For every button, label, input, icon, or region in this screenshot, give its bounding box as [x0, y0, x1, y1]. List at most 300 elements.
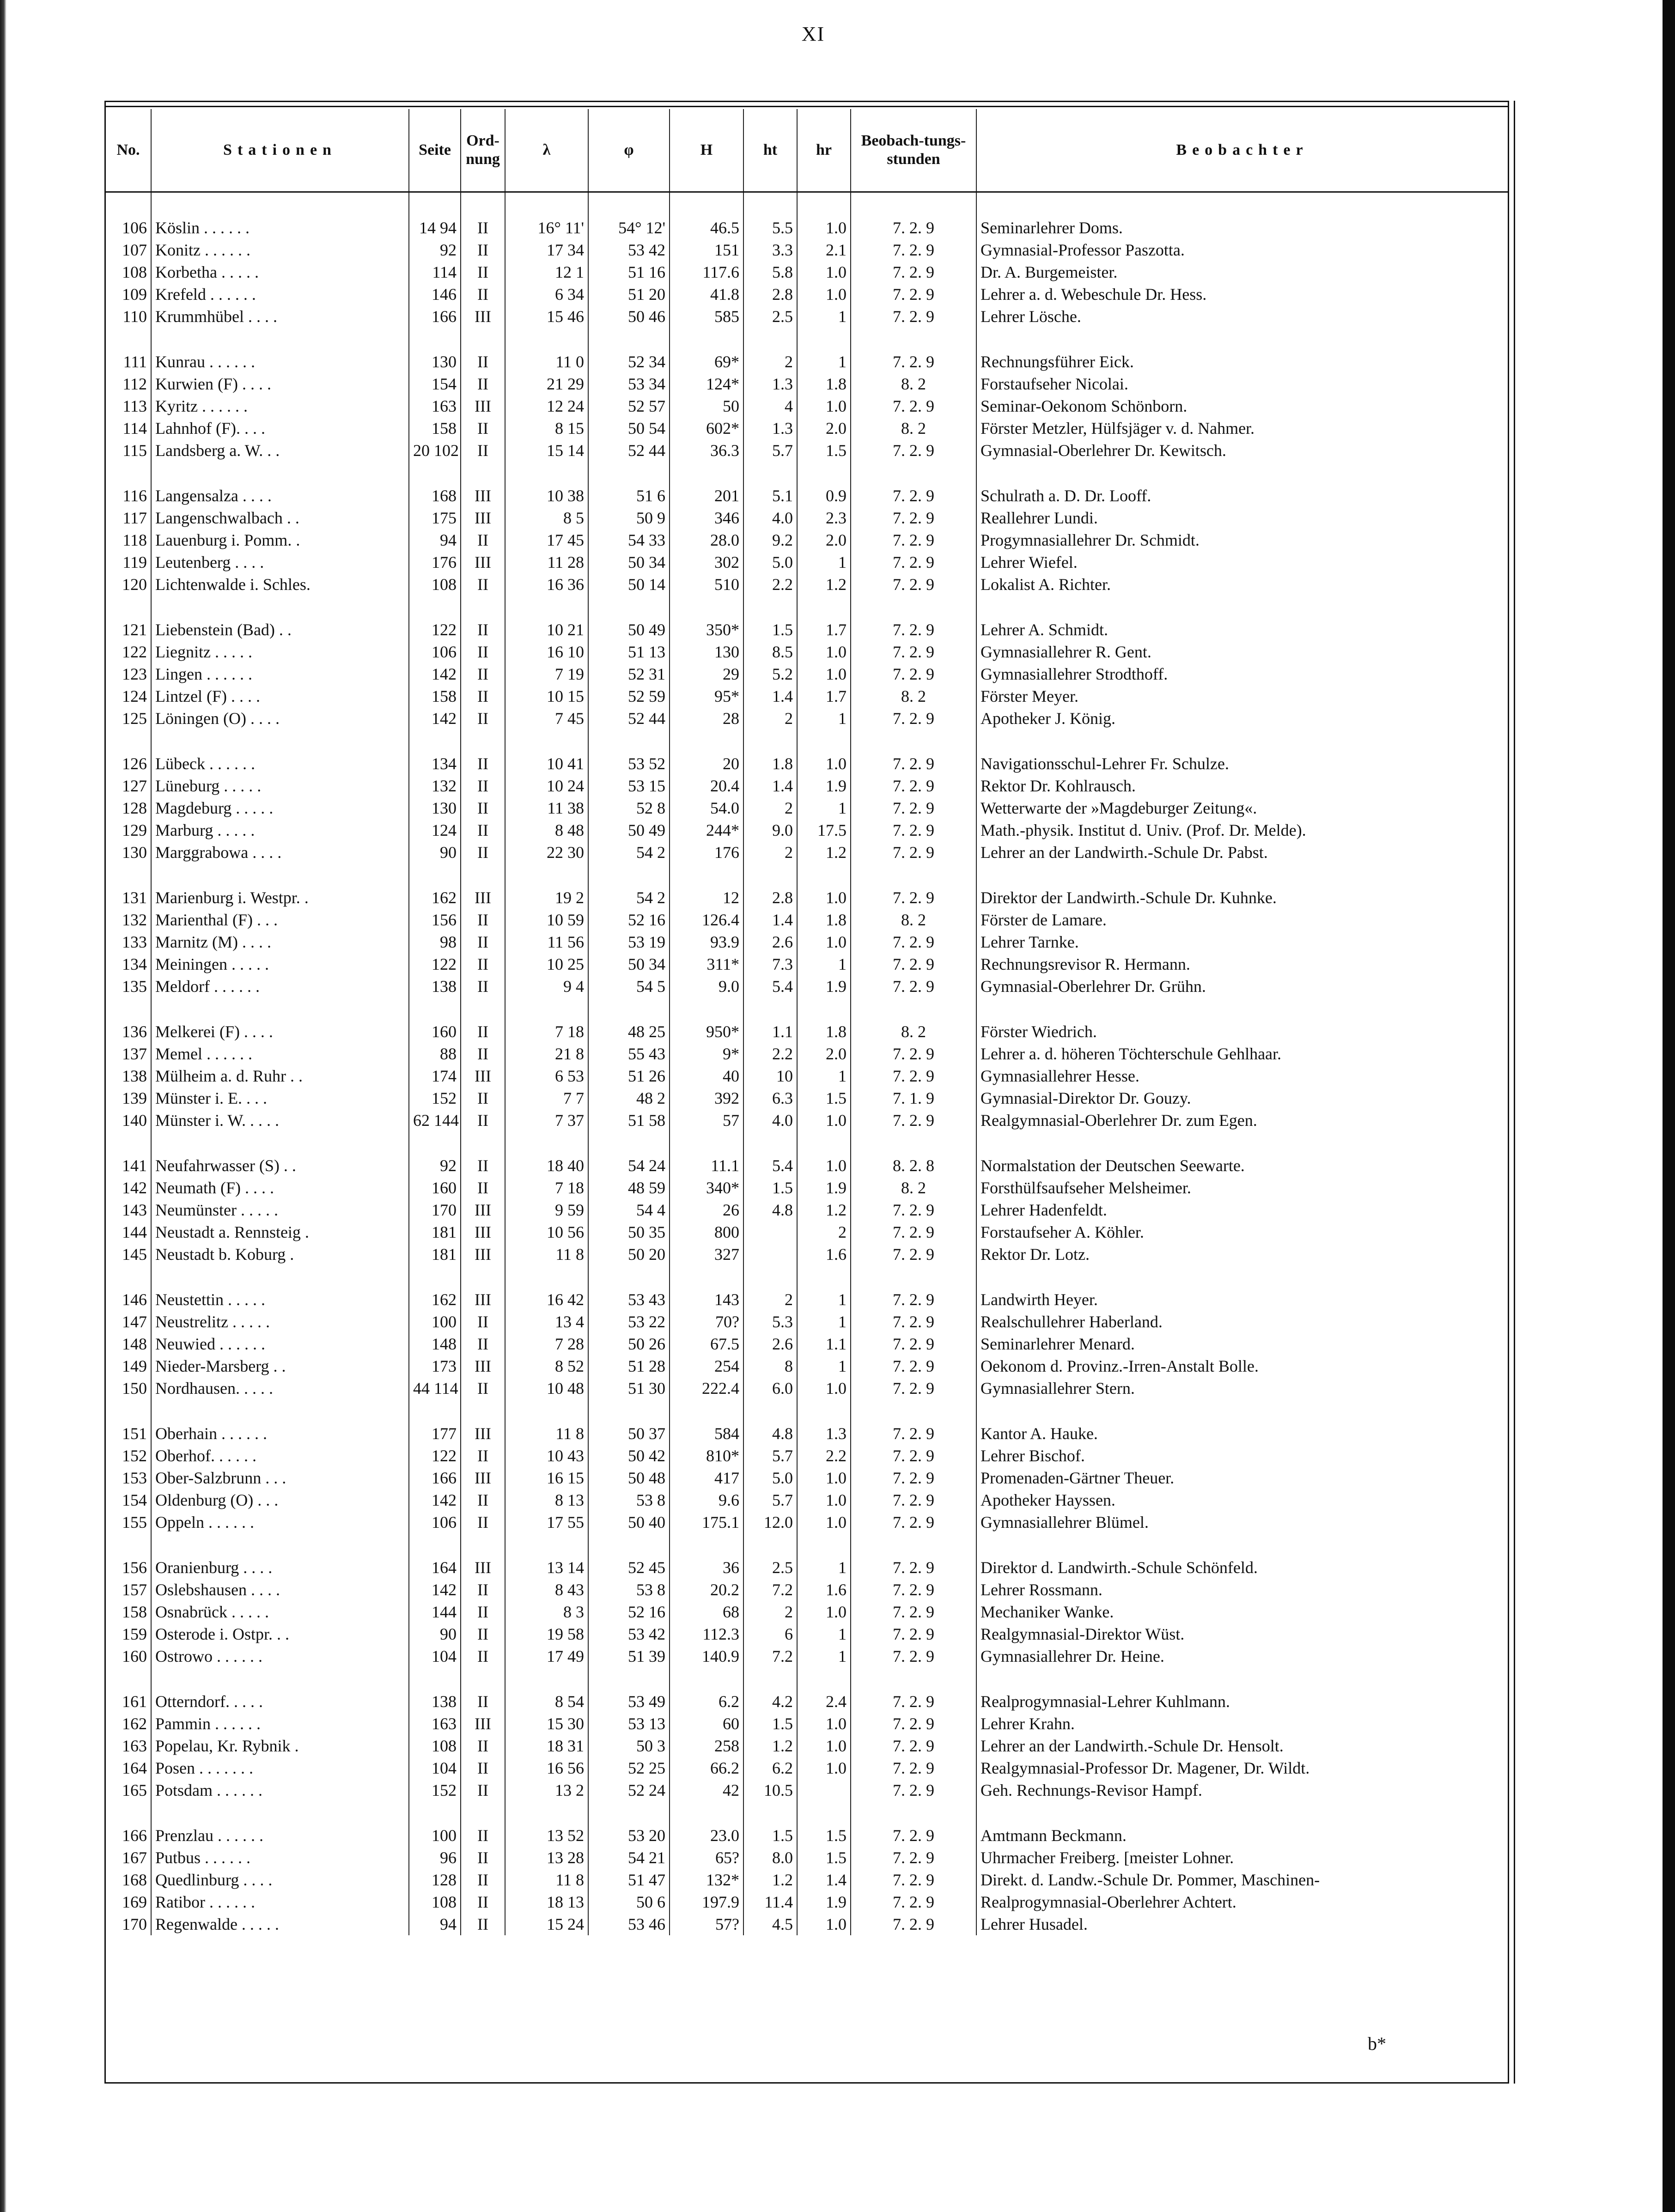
cell-observer: Realgymnasial-Direktor Wüst. — [976, 1623, 1508, 1645]
cell-ht: 1.3 — [743, 373, 797, 395]
cell-phi: 53 43 — [588, 1288, 670, 1311]
cell-lambda: 11 8 — [505, 1869, 588, 1891]
spacer-cell — [851, 1801, 976, 1824]
cell-ht: 2 — [743, 707, 797, 729]
cell-observer: Lehrer Husadel. — [976, 1913, 1508, 1935]
spacer-cell — [106, 596, 151, 619]
cell-no: 169 — [122, 1893, 147, 1911]
cell-station: Neustadt b. Koburg . — [151, 1243, 409, 1265]
table-row — [106, 1065, 1508, 1087]
cell-lambda: 16° 11' — [505, 217, 588, 239]
cell-station: Neumünster . . . . . — [151, 1199, 409, 1221]
cell-station: Otterndorf. . . . . — [151, 1690, 409, 1713]
cell-h: 151 — [670, 239, 743, 261]
cell-ordnung: III — [461, 507, 505, 529]
cell-ordnung: III — [461, 1243, 505, 1265]
spacer-cell — [797, 328, 851, 351]
table-row — [106, 1623, 1508, 1645]
cell-no: 122 — [122, 643, 147, 661]
cell-phi: 54 24 — [588, 1155, 670, 1177]
cell-phi: 50 26 — [588, 1333, 670, 1355]
cell-station: Oslebshausen . . . . — [151, 1579, 409, 1601]
cell-ordnung: III — [461, 485, 505, 507]
spacer-cell — [151, 997, 409, 1021]
cell-observer: Realschullehrer Haberland. — [976, 1311, 1508, 1333]
spacer-cell — [797, 192, 851, 217]
signature-mark: b* — [1368, 2033, 1386, 2054]
spacer-cell — [505, 1667, 588, 1690]
cell-hours: 8. 2 — [851, 685, 976, 707]
cell-h: 510 — [670, 573, 743, 596]
cell-h: 28 — [670, 707, 743, 729]
table-row — [106, 1155, 1508, 1177]
cell-ordnung: II — [461, 931, 505, 953]
cell-phi: 52 44 — [588, 707, 670, 729]
cell-ordnung: II — [461, 261, 505, 283]
spacer-cell — [106, 462, 151, 485]
cell-ht: 10 — [743, 1065, 797, 1087]
cell-no: 112 — [122, 375, 147, 393]
header-beobachter: Beobachter — [976, 109, 1508, 192]
spacer-cell — [743, 192, 797, 217]
cell-ht: 5.7 — [743, 1489, 797, 1511]
spacer-cell — [588, 462, 670, 485]
cell-h: 417 — [670, 1467, 743, 1489]
cell-station: Kyritz . . . . . . — [151, 395, 409, 417]
cell-ht: 1.5 — [743, 1713, 797, 1735]
cell-ht: 2 — [743, 1601, 797, 1623]
cell-h: 302 — [670, 551, 743, 573]
cell-seite: 144 — [409, 1601, 461, 1623]
cell-h: 36.3 — [670, 439, 743, 462]
cell-seite: 156 — [409, 909, 461, 931]
cell-ht: 3.3 — [743, 239, 797, 261]
cell-observer: Direktor der Landwirth.-Schule Dr. Kuhnke. — [976, 887, 1508, 909]
spacer-cell — [106, 1667, 151, 1690]
spacer-cell — [670, 192, 743, 217]
cell-h: 244* — [670, 819, 743, 841]
table-row — [106, 239, 1508, 261]
cell-lambda: 8 13 — [505, 1489, 588, 1511]
cell-station: Regenwalde . . . . . — [151, 1913, 409, 1935]
cell-ordnung: II — [461, 1735, 505, 1757]
cell-phi: 53 49 — [588, 1690, 670, 1713]
header-stationen: Stationen — [151, 109, 409, 192]
cell-h: 46.5 — [670, 217, 743, 239]
cell-hr: 2.0 — [797, 529, 851, 551]
cell-lambda: 15 24 — [505, 1913, 588, 1935]
cell-phi: 51 20 — [588, 283, 670, 305]
spacer-cell — [505, 1533, 588, 1556]
cell-observer: Progymnasiallehrer Dr. Schmidt. — [976, 529, 1508, 551]
cell-no: 154 — [122, 1491, 147, 1509]
cell-hr: 1 — [797, 305, 851, 328]
spacer-cell — [588, 1667, 670, 1690]
cell-observer: Lehrer a. d. höheren Töchterschule Gehlhaar. — [976, 1043, 1508, 1065]
spacer-cell — [797, 1533, 851, 1556]
cell-ht: 5.0 — [743, 551, 797, 573]
header-seite: Seite — [409, 109, 461, 192]
cell-ordnung: II — [461, 775, 505, 797]
cell-hr: 1 — [797, 1311, 851, 1333]
cell-phi: 52 16 — [588, 909, 670, 931]
cell-no: 141 — [122, 1156, 147, 1175]
cell-hours: 7. 2. 9 — [851, 395, 976, 417]
spacer-cell — [409, 328, 461, 351]
cell-observer: Lehrer Hadenfeldt. — [976, 1199, 1508, 1221]
cell-h: 65? — [670, 1847, 743, 1869]
cell-ordnung: II — [461, 1043, 505, 1065]
cell-station: Marienthal (F) . . . — [151, 909, 409, 931]
cell-hr: 1.2 — [797, 1199, 851, 1221]
cell-station: Quedlinburg . . . . — [151, 1869, 409, 1891]
cell-seite: 138 — [409, 1690, 461, 1713]
cell-h: 175.1 — [670, 1511, 743, 1533]
table-row — [106, 797, 1508, 819]
spacer-cell — [505, 863, 588, 887]
cell-ordnung: III — [461, 1199, 505, 1221]
cell-hr: 1 — [797, 1623, 851, 1645]
cell-seite: 108 — [409, 1735, 461, 1757]
cell-ht: 2 — [743, 841, 797, 863]
cell-phi: 53 46 — [588, 1913, 670, 1935]
cell-ht: 4.8 — [743, 1422, 797, 1445]
cell-ordnung: II — [461, 909, 505, 931]
cell-h: 311* — [670, 953, 743, 975]
cell-hr: 1.0 — [797, 217, 851, 239]
cell-ordnung: II — [461, 1891, 505, 1913]
cell-station: Liebenstein (Bad) . . — [151, 619, 409, 641]
cell-hr: 1 — [797, 1556, 851, 1579]
cell-hr: 1.9 — [797, 1891, 851, 1913]
cell-hours: 7. 2. 9 — [851, 1355, 976, 1377]
cell-hours: 7. 2. 9 — [851, 1601, 976, 1623]
cell-observer: Lehrer an der Landwirth.-Schule Dr. Pabst. — [976, 841, 1508, 863]
cell-phi: 53 13 — [588, 1713, 670, 1735]
spacer-cell — [505, 192, 588, 217]
spacer-cell — [409, 1265, 461, 1288]
spacer-cell — [743, 863, 797, 887]
spacer-cell — [106, 1399, 151, 1422]
cell-lambda: 16 15 — [505, 1467, 588, 1489]
table-row — [106, 641, 1508, 663]
cell-hr: 1.2 — [797, 841, 851, 863]
cell-station: Konitz . . . . . . — [151, 239, 409, 261]
cell-h: 130 — [670, 641, 743, 663]
cell-ordnung: III — [461, 395, 505, 417]
cell-phi: 50 14 — [588, 573, 670, 596]
cell-station: Meldorf . . . . . . — [151, 975, 409, 997]
group-spacer — [106, 462, 1508, 485]
cell-ordnung: II — [461, 351, 505, 373]
cell-hr: 1.9 — [797, 775, 851, 797]
cell-lambda: 10 56 — [505, 1221, 588, 1243]
cell-station: Krummhübel . . . . — [151, 305, 409, 328]
cell-hr: 2.4 — [797, 1690, 851, 1713]
table-row — [106, 217, 1508, 239]
spacer-cell — [743, 997, 797, 1021]
cell-no: 165 — [122, 1781, 147, 1799]
cell-phi: 50 9 — [588, 507, 670, 529]
table-row — [106, 1288, 1508, 1311]
cell-station: Kunrau . . . . . . — [151, 351, 409, 373]
cell-hr: 1.0 — [797, 1489, 851, 1511]
table-row — [106, 551, 1508, 573]
cell-hours: 7. 2. 9 — [851, 1847, 976, 1869]
spacer-cell — [409, 1131, 461, 1155]
cell-hours: 7. 2. 9 — [851, 1109, 976, 1131]
cell-observer: Gymnasiallehrer Strodthoff. — [976, 663, 1508, 685]
cell-h: 20.4 — [670, 775, 743, 797]
cell-ht: 4.5 — [743, 1913, 797, 1935]
cell-lambda: 10 25 — [505, 953, 588, 975]
group-spacer — [106, 1399, 1508, 1422]
spacer-cell — [505, 1265, 588, 1288]
cell-no: 168 — [122, 1871, 147, 1889]
cell-seite: 122 — [409, 953, 461, 975]
cell-hr: 1.0 — [797, 663, 851, 685]
cell-phi: 52 16 — [588, 1601, 670, 1623]
cell-seite: 163 — [409, 1713, 461, 1735]
cell-observer: Navigationsschul-Lehrer Fr. Schulze. — [976, 753, 1508, 775]
cell-observer: Lehrer Rossmann. — [976, 1579, 1508, 1601]
cell-no: 161 — [122, 1692, 147, 1711]
cell-hr: 1.2 — [797, 573, 851, 596]
cell-ordnung: II — [461, 1779, 505, 1801]
cell-observer: Wetterwarte der »Magdeburger Zeitung«. — [976, 797, 1508, 819]
cell-observer: Lehrer Tarnke. — [976, 931, 1508, 953]
cell-no: 115 — [122, 441, 147, 460]
spacer-cell — [409, 1667, 461, 1690]
cell-no: 129 — [122, 821, 147, 839]
spacer-cell — [670, 462, 743, 485]
cell-station: Oldenburg (O) . . . — [151, 1489, 409, 1511]
cell-hours: 7. 2. 9 — [851, 1243, 976, 1265]
cell-hours: 7. 2. 9 — [851, 619, 976, 641]
cell-seite: 142 — [409, 663, 461, 685]
table-row — [106, 1109, 1508, 1131]
cell-no: 148 — [122, 1335, 147, 1353]
cell-ht: 2.6 — [743, 931, 797, 953]
cell-ordnung: II — [461, 797, 505, 819]
cell-lambda: 18 40 — [505, 1155, 588, 1177]
spacer-cell — [976, 328, 1508, 351]
cell-phi: 51 47 — [588, 1869, 670, 1891]
cell-station: Neufahrwasser (S) . . — [151, 1155, 409, 1177]
cell-no: 139 — [122, 1089, 147, 1107]
cell-hours: 7. 2. 9 — [851, 1043, 976, 1065]
cell-ordnung: II — [461, 217, 505, 239]
spacer-cell — [505, 729, 588, 753]
cell-lambda: 11 38 — [505, 797, 588, 819]
cell-ordnung: II — [461, 1377, 505, 1399]
table-row — [106, 1021, 1508, 1043]
cell-seite: 158 — [409, 417, 461, 439]
spacer-cell — [743, 1131, 797, 1155]
spacer-cell — [797, 1801, 851, 1824]
spacer-cell — [851, 1667, 976, 1690]
cell-observer: Förster de Lamare. — [976, 909, 1508, 931]
cell-ht: 4 — [743, 395, 797, 417]
cell-observer: Dr. A. Burgemeister. — [976, 261, 1508, 283]
cell-lambda: 13 14 — [505, 1556, 588, 1579]
cell-no: 136 — [122, 1022, 147, 1041]
cell-ordnung: III — [461, 551, 505, 573]
cell-phi: 50 49 — [588, 619, 670, 641]
cell-no: 128 — [122, 799, 147, 817]
spacer-cell — [409, 462, 461, 485]
cell-hours: 7. 2. 9 — [851, 351, 976, 373]
cell-h: 95* — [670, 685, 743, 707]
cell-hours: 7. 2. 9 — [851, 819, 976, 841]
page-number: XI — [801, 23, 825, 45]
cell-station: Popelau, Kr. Rybnik . — [151, 1735, 409, 1757]
cell-station: Marnitz (M) . . . . — [151, 931, 409, 953]
cell-hours: 7. 2. 9 — [851, 1869, 976, 1891]
cell-phi: 50 34 — [588, 551, 670, 573]
cell-hours: 7. 2. 9 — [851, 1333, 976, 1355]
table-row — [106, 1087, 1508, 1109]
spacer-cell — [151, 462, 409, 485]
spacer-cell — [151, 1533, 409, 1556]
spacer-cell — [588, 1265, 670, 1288]
cell-observer: Gymnasial-Oberlehrer Dr. Kewitsch. — [976, 439, 1508, 462]
cell-phi: 50 42 — [588, 1445, 670, 1467]
cell-h: 800 — [670, 1221, 743, 1243]
spacer-cell — [588, 1131, 670, 1155]
cell-no: 135 — [122, 977, 147, 996]
table-row — [106, 819, 1508, 841]
spacer-cell — [106, 328, 151, 351]
cell-observer: Rektor Dr. Kohlrausch. — [976, 775, 1508, 797]
cell-ht: 2.2 — [743, 1043, 797, 1065]
cell-phi: 52 24 — [588, 1779, 670, 1801]
cell-seite: 114 — [409, 261, 461, 283]
cell-h: 327 — [670, 1243, 743, 1265]
cell-observer: Rechnungsrevisor R. Hermann. — [976, 953, 1508, 975]
cell-hr: 1.3 — [797, 1422, 851, 1445]
cell-observer: Seminarlehrer Menard. — [976, 1333, 1508, 1355]
cell-station: Münster i. W. . . . . — [151, 1109, 409, 1131]
spacer-cell — [505, 462, 588, 485]
cell-no: 133 — [122, 933, 147, 951]
cell-h: 23.0 — [670, 1824, 743, 1847]
cell-station: Prenzlau . . . . . . — [151, 1824, 409, 1847]
spacer-cell — [461, 863, 505, 887]
cell-phi: 50 20 — [588, 1243, 670, 1265]
cell-ordnung: II — [461, 1847, 505, 1869]
cell-seite: 134 — [409, 753, 461, 775]
cell-no: 124 — [122, 687, 147, 705]
cell-seite: 162 — [409, 887, 461, 909]
cell-hours: 7. 2. 9 — [851, 305, 976, 328]
cell-lambda: 10 24 — [505, 775, 588, 797]
spacer-cell — [505, 328, 588, 351]
spacer-cell — [106, 1801, 151, 1824]
cell-lambda: 11 8 — [505, 1243, 588, 1265]
cell-hr: 2.2 — [797, 1445, 851, 1467]
cell-phi: 53 42 — [588, 239, 670, 261]
cell-ht: 2 — [743, 351, 797, 373]
spacer-cell — [151, 328, 409, 351]
cell-lambda: 21 8 — [505, 1043, 588, 1065]
cell-h: 132* — [670, 1869, 743, 1891]
cell-lambda: 8 54 — [505, 1690, 588, 1713]
cell-seite: 142 — [409, 707, 461, 729]
cell-ht: 5.8 — [743, 261, 797, 283]
cell-lambda: 22 30 — [505, 841, 588, 863]
cell-phi: 51 58 — [588, 1109, 670, 1131]
spacer-cell — [743, 1533, 797, 1556]
table-row — [106, 1556, 1508, 1579]
cell-lambda: 7 37 — [505, 1109, 588, 1131]
cell-hours: 7. 2. 9 — [851, 887, 976, 909]
cell-hours: 7. 2. 9 — [851, 1713, 976, 1735]
spacer-cell — [588, 729, 670, 753]
spacer-cell — [461, 1801, 505, 1824]
cell-hours: 7. 2. 9 — [851, 1623, 976, 1645]
cell-lambda: 9 59 — [505, 1199, 588, 1221]
cell-hr: 1 — [797, 797, 851, 819]
cell-phi: 53 52 — [588, 753, 670, 775]
cell-station: Lingen . . . . . . — [151, 663, 409, 685]
spacer-cell — [151, 596, 409, 619]
cell-ht: 7.3 — [743, 953, 797, 975]
spacer-cell — [409, 1399, 461, 1422]
cell-hr: 1.0 — [797, 1511, 851, 1533]
cell-seite: 174 — [409, 1065, 461, 1087]
cell-lambda: 13 28 — [505, 1847, 588, 1869]
spacer-cell — [670, 1801, 743, 1824]
cell-hr: 1 — [797, 1288, 851, 1311]
cell-hours: 7. 2. 9 — [851, 1445, 976, 1467]
cell-h: 57 — [670, 1109, 743, 1131]
spacer-cell — [670, 1131, 743, 1155]
cell-hours: 7. 2. 9 — [851, 1422, 976, 1445]
cell-h: 392 — [670, 1087, 743, 1109]
spacer-cell — [151, 729, 409, 753]
cell-observer: Direkt. d. Landw.-Schule Dr. Pommer, Maschinen- — [976, 1869, 1508, 1891]
cell-ht: 1.5 — [743, 1177, 797, 1199]
cell-observer: Gymnasiallehrer Blümel. — [976, 1511, 1508, 1533]
spacer-cell — [409, 997, 461, 1021]
cell-h: 9.0 — [670, 975, 743, 997]
table-row — [106, 305, 1508, 328]
group-spacer — [106, 1667, 1508, 1690]
spacer-cell — [670, 1265, 743, 1288]
cell-observer: Promenaden-Gärtner Theuer. — [976, 1467, 1508, 1489]
cell-ordnung: II — [461, 1645, 505, 1667]
cell-observer: Gymnasial-Professor Paszotta. — [976, 239, 1508, 261]
cell-hr: 1.0 — [797, 1155, 851, 1177]
cell-lambda: 21 29 — [505, 373, 588, 395]
cell-lambda: 6 53 — [505, 1065, 588, 1087]
cell-h: 11.1 — [670, 1155, 743, 1177]
cell-lambda: 8 43 — [505, 1579, 588, 1601]
cell-ht: 1.3 — [743, 417, 797, 439]
cell-no: 142 — [122, 1179, 147, 1197]
cell-lambda: 16 10 — [505, 641, 588, 663]
cell-hours: 7. 2. 9 — [851, 1690, 976, 1713]
cell-h: 197.9 — [670, 1891, 743, 1913]
spacer-cell — [797, 729, 851, 753]
spacer-cell — [588, 192, 670, 217]
cell-ht: 9.2 — [743, 529, 797, 551]
cell-ht: 5.4 — [743, 975, 797, 997]
cell-h: 69* — [670, 351, 743, 373]
table-row — [106, 1199, 1508, 1221]
spacer-cell — [505, 1131, 588, 1155]
